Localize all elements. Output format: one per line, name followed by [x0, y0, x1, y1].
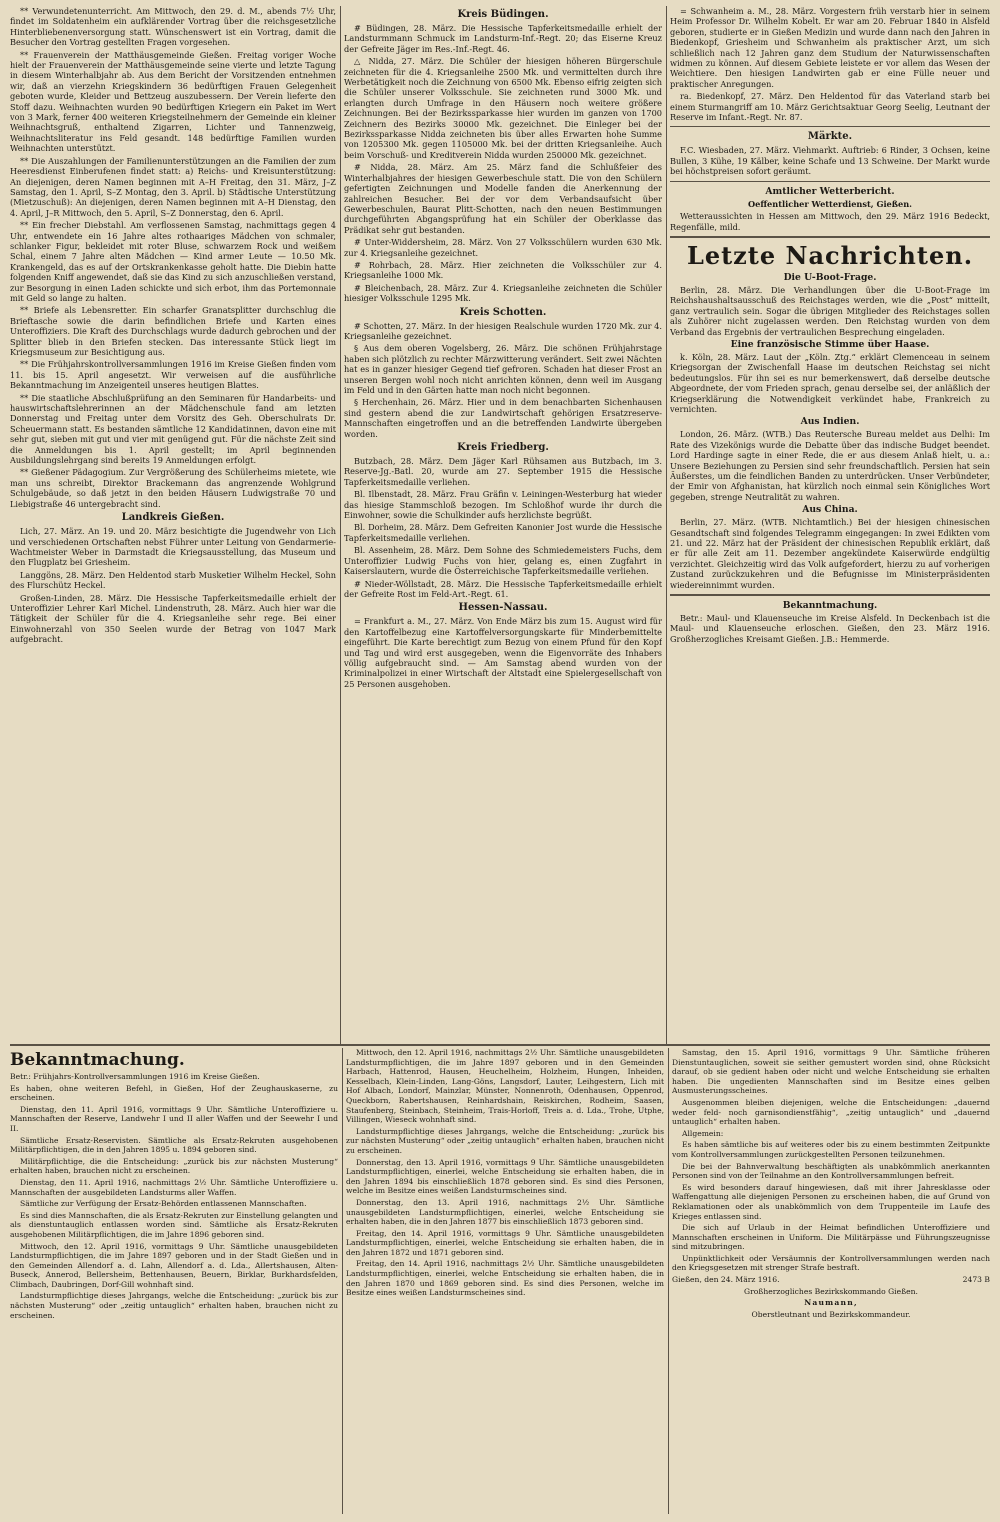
column-2 [344, 6, 662, 1046]
news-paragraph: Donnerstag, den 13. April 1916, vormittags 9 Uhr. Sämtliche unausgebildeten Landsturmpflichtigen, einerlei, welche Entscheidung sie erhalten haben, die in den Jahren 1894 bis einschließlich 1878 geboren sind. Es sind dies Personen, welche im Besitze eines weißen Landsturmscheines sind. [346, 1157, 664, 1196]
column-3 [670, 6, 990, 1046]
notice-sign-3: Oberstleutnant und Bezirkskommandeur. [751, 1309, 911, 1319]
news-paragraph: Bl. Assenheim, 28. März. Dem Sohne des Schmiedemeisters Fuchs, dem Unteroffizier Ludwig Fuchs von hier, gelang es, einen Zugfahrt in Kaiserslautern, wurde die Österreichische Tapferkeitsmedaille verliehen. [344, 545, 662, 577]
frz-stimme-heading: Eine französische Stimme über Haase. [730, 338, 930, 350]
news-paragraph: # Büdingen, 28. März. Die Hessische Tapferkeitsmedaille erhielt der Landsturmmann Schmuck im Landsturm-Inf.-Regt. 20; das Eiserne Kreuz der Gefreite Jäger im Res.-Inf.-Regt. 46. [344, 23, 662, 54]
news-paragraph: Dienstag, den 11. April 1916, vormittags 9 Uhr. Sämtliche Unteroffiziere u. Mannschaften der Reserve, Landwehr I und II aller Waffen und der Seewehr I und II. [10, 1104, 338, 1133]
uboot-heading: Die U-Boot-Frage. [783, 271, 877, 283]
news-paragraph: Es wird besonders darauf hingewiesen, daß mit ihrer Jahresklasse oder Waffengattung alle diejenigen Personen zu erscheinen haben, die auf Grund von Reklamationen oder als unabkömmlich von dem Truppenteile im Laufe des Krieges entlassen sind. [672, 1182, 990, 1221]
kreis-buedingen-heading: Kreis Büdingen. [457, 9, 549, 20]
section-rule [670, 126, 990, 127]
wetter-text: Wetteraussichten in Hessen am Mittwoch, den 29. März 1916 Bedeckt, Regenfälle, mild. [670, 211, 990, 232]
news-paragraph: Bl. Dorheim, 28. März. Dem Gefreiten Kanonier Jost wurde die Hessische Tapferkeitsmedaille verliehen. [344, 522, 662, 543]
news-paragraph: # Nidda, 28. März. Am 25. März fand die Schlußfeier des Winterhalbjahres der hiesigen Gewerbeschule statt. Die von den Schülern gefertigten Zeichnungen und Modelle fanden die Anerkennung der zahlreichen Besucher. Bei der vor dem Verbandsaufsicht über Gewerbeschulen, Baurat Plitt-Schotten, nach den neuen Bestimmungen durchgeführten Abgangsprüfung hat ein Schüler der Oberklasse das Prädikat sehr gut bestanden. [344, 162, 662, 235]
news-paragraph: Großen-Linden, 28. März. Die Hessische Tapferkeitsmedaille erhielt der Unteroffizier Lehrer Karl Michel. Lindenstruth, 28. März. Auch hier war die Tätigkeit der Schüler für die 4. Kriegsanleihe sehr rege. Bei einer Einwohnerzahl von 350 Seelen wurde der Betrag von 1047 Mark aufgebracht. [10, 592, 336, 645]
buedingen-news-list [344, 23, 662, 304]
news-paragraph: Dienstag, den 11. April 1916, nachmittags 2½ Uhr. Sämtliche Unteroffiziere u. Mannschaften der ausgebildeten Landsturms aller Waffen. [10, 1177, 338, 1197]
notice-schedule-2 [346, 1048, 664, 1298]
news-paragraph: Donnerstag, den 13. April 1916, nachmittags 2½ Uhr. Sämtliche unausgebildeten Landsturmpflichtigen, einerlei, welche Entscheidung sie erhalten haben, die in den Jahren 1877 bis einschließlich 1873 geboren sind. [346, 1197, 664, 1227]
news-paragraph: ** Frauenverein der Matthäusgemeinde Gießen. Freitag voriger Woche hielt der Frauenverein der Matthäusgemeinde seine vierte und letzte Tagung in diesem Winterhalbjahr ab. Aus dem Bericht der Vorsitzenden entnehmen wir, daß an vierzehn Kriegskindern 36 bedürftigen Frauen Gelegenheit geboten wurde, Kleider und Bettzeug auszubessern. Der Verein lieferte den Stoff dazu. Weihnachten wurden 90 bedürftigen Kriegern ein Paket im Wert von 3 Mark, ferner 400 weiteren Kriegsteilnehmern der Gemeinde ein kleiner Weihnachtsgruß, enthaltend Zigarren, Lichter und Tannenzweig, Weihnachtsliteratur ins Feld gesandt. 148 bedürftige Familien wurden Weihnachten unterstützt. [10, 49, 336, 154]
news-paragraph: Mittwoch, den 12. April 1916, nachmittags 2½ Uhr. Sämtliche unausgebildeten Landsturmpflichtigen, die im Jahre 1897 geboren und in den Gemeinden Harbach, Hattenrod, Hausen, Heuchelheim, Holzheim, Hungen, Inheiden, Kesselbach, Klein-Linden, Lang-Göns, Langsdorf, Lauter, Leihgestern, Lich mit Hof Albach, Londorf, Mainzlar, Münster, Nonnenroth, Odenhausen, Oppenrod, Queckborn, Rabertshausen, Reinhardshain, Reiskirchen, Rodheim, Saasen, Staufenberg, Steinbach, Steinheim, Trais-Horloff, Treis a. d. Lda., Trohe, Utphe, Villingen, Wieseck wohnhaft sind. [346, 1048, 664, 1125]
bekanntmachung-small-heading: Bekanntmachung. [782, 600, 878, 612]
news-paragraph: Mittwoch, den 12. April 1916, vormittags 9 Uhr. Sämtliche unausgebildeten Landsturmpflichtigen, die im Jahre 1897 geboren und in der Stadt Gießen und in den Gemeinden Allendorf a. d. Lahn, Allendorf a. d. Lda., Allertshausen, Alten-Buseck, Annerod, Bellersheim, Bettenhausen, Beuern, Birklar, Burkhardsfelden, Climbach, Daubringen, Dorf-Gill wohnhaft sind. [10, 1241, 338, 1289]
notice-date-text: Gießen, den 24. März 1916. [672, 1275, 780, 1285]
notice-column-2 [346, 1048, 664, 1514]
china-text: Berlin, 27. März. (WTB. Nichtamtlich.) Bei der hiesigen chinesischen Gesandtschaft sind folgendes Telegramm eingegangen: In zwei Edikten vom 21. und 22. März hat der Präsident der chinesischen Republik erklärt, daß er für alle Zeit am 11. Dezember angekündete Kaiserwürde endgültig verzichtet. Gleichzeitig wird das Volk aufgefordert, hierzu zu auf vorherigen Zustand zurückzukehren und die Befugnisse im Ministerpräsidenten wiedereinnimmt wurden. [670, 517, 990, 590]
kreis-schotten-heading: Kreis Schotten. [459, 306, 547, 318]
news-paragraph: ** Die Auszahlungen der Familienunterstützungen an die Familien der zum Heeresdienst Einberufenen findet statt: a) Reichs- und Kreisunterstützung: An diejenigen, deren Namen beginnen mit A–H Freitag, den 31. März, J–Z Samstag, den 1. April, S–Z Montag, den 3. April. b) Städtische Unterstützung (Mietzuschuß): An diejenigen, deren Namen beginnen mit A–H Dienstag, den 4. April, J–R Mittwoch, den 5. April, S–Z Donnerstag, den 6. April. [10, 155, 336, 218]
news-paragraph: Landsturmpflichtige dieses Jahrgangs, welche die Entscheidung: „zurück bis zur nächsten Musterung“ oder „zeitig untauglich“ erhalten haben, brauchen nicht zu erscheinen. [10, 1291, 338, 1320]
section-rule [670, 236, 990, 238]
news-section [10, 6, 990, 1046]
wetter-heading: Amtlicher Wetterbericht. [765, 185, 895, 197]
local-news-list [10, 6, 336, 509]
news-paragraph: # Schotten, 27. März. In der hiesigen Realschule wurden 1720 Mk. zur 4. Kriegsanleihe gezeichnet. [344, 320, 662, 341]
news-paragraph: ra. Biedenkopf, 27. März. Den Heldentod für das Vaterland starb bei einem Sturmangriff am 10. März Gerichtsaktuar Georg Seelig, Leutnant der Reserve im Infant.-Regt. Nr. 87. [670, 91, 990, 123]
news-paragraph: Lich, 27. März. An 19. und 20. März besichtigte die Jugendwehr von Lich und verschiedenen Ortschaften nebst Führer unter Leitung von Gendarmerie-Wachtmeister Weber in Darmstadt die Kriegsausstellung, das Museum und den Flugplatz bei Griesheim. [10, 526, 336, 568]
landkreis-news-list [10, 526, 336, 644]
news-paragraph: Sämtliche zur Verfügung der Ersatz-Behörden entlassenen Mannschaften. [20, 1199, 307, 1209]
notice-schedule-1 [10, 1105, 338, 1320]
notice-intro: Es haben, ohne weiteren Befehl, in Gießen, Hof der Zeughauskaserne, zu erscheinen. [10, 1083, 338, 1103]
news-paragraph: Es haben sämtliche bis auf weiteres oder bis zu einem bestimmten Zeitpunkte vom Kontrollversammlungen zurückgestellten Personen teilzunehmen. [672, 1140, 990, 1159]
notice-betr: Betr.: Frühjahrs-Kontrollversammlungen 1916 im Kreise Gießen. [10, 1072, 260, 1081]
column-divider [668, 1048, 669, 1514]
news-paragraph: Unpünktlichkeit oder Versäumnis der Kontrollversammlungen werden nach den Kriegsgesetzen mit strenger Strafe bestraft. [672, 1253, 990, 1273]
news-paragraph: Bl. Ilbenstadt, 28. März. Frau Gräfin v. Leiningen-Westerburg hat wieder das hiesige Stammschloß bezogen. Im Schloßhof wurde ihr durch die Einwohner, sowie die Schulkinder aufs herzlichste begrüßt. [344, 489, 662, 521]
news-paragraph: △ Nidda, 27. März. Die Schüler der hiesigen höheren Bürgerschule zeichneten für die 4. Kriegsanleihe 2500 Mk. und vermittelten durch ihre Werbetätigkeit noch die Zeichnung von 6500 Mk. Ebenso eifrig zeigten sich die Schüler unserer Volksschule. Sie zeichneten rund 3000 Mk. und erlangten durch Umfrage in den Häusern noch weitere größere Zeichnungen. Bei der Bezirkssparkasse hier wurden im ganzen von 1700 Zeichnern des Bezirks 30000 Mk. gezeichnet. Die Einleger bei der Bezirkssparkasse Nidda zeichneten bis über alles Erwarten hohe Summe von 1205300 Mk. gegen 1105000 Mk. bei der dritten Kriegsanleihe. Auch beim Vorschuß- und Kreditverein Nidda wurden 250000 Mk. gezeichnet. [344, 56, 662, 160]
notice-column-1 [10, 1048, 338, 1514]
section-rule [670, 181, 990, 182]
nassau-news-list [344, 616, 662, 689]
column-divider [666, 6, 667, 1046]
news-paragraph: Freitag, den 14. April 1916, nachmittags 2½ Uhr. Sämtliche unausgebildeten Landsturmpflichtigen, einerlei, welche Entscheidung sie erhalten haben, die in den Jahren 1870 und 1869 geboren sind. Es sind dies Personen, welche im Besitze eines weißen Landsturmscheines sind. [346, 1259, 664, 1298]
friedberg-news-list [344, 456, 662, 599]
bekanntmachung-small-text: Betr.: Maul- und Klauenseuche im Kreise Alsfeld. In Deckenbach ist die Maul- und Klauenseuche erloschen. Gießen, den 23. März 1916. Großherzogliches Kreisamt Gießen. J.B.: Hemmerde. [670, 613, 990, 644]
news-paragraph: § Herchenhain, 26. März. Hier und in dem benachbarten Sichenhausen sind gestern abend die zur Landwirtschaft gehörigen Ersatzreserve-Mannschaften eingetroffen und an die betreffenden Landwirte übergeben worden. [344, 397, 662, 439]
news-paragraph: Die sich auf Urlaub in der Heimat befindlichen Unteroffiziere und Mannschaften erscheinen in Uniform. Die Militärpässe und Führungszeugnisse sind mitzubringen. [672, 1223, 990, 1252]
notice-sign-1: Großherzogliches Bezirkskommando Gießen. [744, 1286, 918, 1296]
notice-date [672, 1275, 990, 1285]
letzte-nachrichten-heading: Letzte Nachrichten. [686, 240, 974, 270]
news-paragraph: # Nieder-Wöllstadt, 28. März. Die Hessische Tapferkeitsmedaille erhielt der Gefreite Rost im Feld-Art.-Regt. 61. [344, 578, 662, 599]
frz-stimme-text: k. Köln, 28. März. Laut der „Köln. Ztg.“ erklärt Clemenceau in seinem Kriegsorgan der Zwischenfall Haase im deutschen Reichstag sei nicht bedeutungslos. Für ihn sei es nur bemerkenswert, daß derselbe deutsche Abgeordnete, der vom Frieden sprach, genau derselbe sei, der anläßlich der Kriegserklärung die Notwendigkeit verkündet habe, Frankreich zu vernichten. [670, 351, 990, 414]
schotten-news-list [344, 321, 662, 439]
notice-schedule-3 [672, 1048, 990, 1273]
news-paragraph: Allgemein: [682, 1128, 724, 1138]
news-paragraph: Samstag, den 15. April 1916, vormittags 9 Uhr. Sämtliche früheren Dienstuntauglichen, soweit sie seither gemustert worden sind, ohne Rücksicht darauf, ob sie gedient haben oder nicht und welche Entscheidung sie erhalten haben. Die ungedienten Mannschaften sind im Besitze eines gelben Ausmusterungsscheines. [672, 1048, 990, 1096]
news-paragraph: Butzbach, 28. März. Dem Jäger Karl Rühsamen aus Butzbach, im 3. Reserve-Jg.-Batl. 20, wurde am 27. September 1915 die Hessische Tapferkeitsmedaille verliehen. [344, 456, 662, 487]
regional-news-list [670, 6, 990, 122]
landkreis-heading: Landkreis Gießen. [121, 512, 225, 524]
news-paragraph: ** Die Frühjahrskontrollversammlungen 1916 im Kreise Gießen finden vom 11. bis 15. April angesetzt. Wir verweisen auf die ausführliche Bekanntmachung im Anzeigenteil unseres heutigen Blattes. [10, 359, 336, 391]
news-paragraph: # Bleichenbach, 28. März. Zur 4. Kriegsanleihe zeichneten die Schüler hiesiger Volksschule 1295 Mk. [344, 282, 662, 304]
bekanntmachung-notice [10, 1048, 990, 1514]
column-divider [342, 1048, 343, 1514]
column-divider [340, 6, 341, 1046]
news-paragraph: ** Ein frecher Diebstahl. Am verflossenen Samstag, nachmittags gegen 4 Uhr, entwendete ein 16 Jahre altes rothaariges Mädchen von schmaler, schlanker Figur, bekleidet mit roter Bluse, schwarzem Rock und weißem Schal, einem 7 Jahre alten Mädchen — Kind armer Leute — 10.50 Mk. Krankengeld, das es auf der Ortskrankenkasse geholt hatte. Die Diebin hatte folgenden Kniff angewendet, daß sie das Kind zu sich anzuschließen verstand, zur Besorgung in einen Laden schickte und sich erbot, ihm das Portemonnaie mit Geld so lange zu halten. [10, 220, 336, 303]
notice-column-3 [672, 1048, 990, 1514]
indien-heading: Aus Indien. [800, 416, 860, 428]
news-paragraph: Die bei der Bahnverwaltung beschäftigten als unabkömmlich anerkannten Personen sind von der Teilnahme an den Kontrollversammlungen befreit. [672, 1161, 990, 1181]
notice-sign-2: Naumann, [804, 1298, 858, 1308]
uboot-text: Berlin, 28. März. Die Verhandlungen über die U-Boot-Frage im Reichshaushaltsausschuß des Reichstages werden, wie die „Post“ mitteilt, ganz vertraulich sein. Sogar die übrigen Mitglieder des Reichstages sollen als Zuhörer nicht zugelassen werden. Den Reichstag wurden von dem Verband das Ergebnis der vertraulichen Besprechung eingeladen. [670, 284, 990, 337]
section-rule [670, 594, 990, 596]
news-paragraph: Langgöns, 28. März. Den Heldentod starb Musketier Wilhelm Heckel, Sohn des Flurschütz Heckel. [10, 569, 336, 591]
news-paragraph: ** Die staatliche Abschlußprüfung an den Seminaren für Handarbeits- und hauswirtschaftslehrerinnen an der Mädchenschule fand am letzten Donnerstag und Freitag unter dem Vorsitz des Geh. Oberschulrats Dr. Scheuermann statt. Es bestanden sämtliche 12 Kandidatinnen, davon eine mit sehr gut, sieben mit gut und vier mit genügend gut. Für die nächste Zeit sind die Anmeldungen bis 1. April gestellt; im April beginnenden Ausbildungslehrgang sind bereits 19 Anmeldungen erfolgt. [10, 392, 336, 466]
column-1 [10, 6, 336, 1046]
indien-text: London, 26. März. (WTB.) Das Reutersche Bureau meldet aus Delhi: Im Rate des Vizekönigs wurde die Debatte über das indische Budget beendet. Lord Hardinge sagte in einer Rede, die er aus diesem Anlaß hielt, u. a.: Unsere Beziehungen zu Persien sind sehr freundschaftlich. Persien hat sein Äußerstes, um die feindlichen Banden zu unterdrücken. Unser Verbündeter, der Emir von Afghanistan, hat kürzlich noch einmal sein Königliches Wort gegeben, strenge Neutralität zu wahren. [670, 429, 990, 502]
news-paragraph: = Frankfurt a. M., 27. März. Von Ende März bis zum 15. August wird für den Kartoffelbezug eine Kartoffelversorgungskarte für Minderbemittelte eingeführt. Die Karte berechtigt zum Bezug von einem Pfund für den Kopf und Tag und wird erst ausgegeben, wenn die Eigenvorräte des Inhabers völlig aufgebraucht sind. — Am Samstag abend wurden von der Kriminalpolizei in einer Wirtschaft der Altstadt eine Spielergesellschaft von 25 Personen ausgehoben. [344, 616, 662, 689]
maerkte-heading: Märkte. [807, 131, 853, 143]
news-paragraph: Militärpflichtige, die die Entscheidung: „zurück bis zur nächsten Musterung“ erhalten haben, brauchen nicht zu erscheinen. [10, 1156, 338, 1176]
news-paragraph: # Rohrbach, 28. März. Hier zeichneten die Volksschüler zur 4. Kriegsanleihe 1000 Mk. [344, 259, 662, 281]
maerkte-text: F.C. Wiesbaden, 27. März. Viehmarkt. Auftrieb: 6 Rinder, 3 Ochsen, keine Bullen, 3 Kühe, 19 Kälber, keine Schafe und 13 Schweine. Der Markt wurde bei höchstpreisen sofort geräumt. [670, 145, 990, 177]
news-paragraph: Ausgenommen bleiben diejenigen, welche die Entscheidungen: „dauernd weder feld- noch garnisondienstfähig“, „zeitig untauglich“ und „dauernd untauglich“ erhalten haben. [672, 1097, 990, 1127]
news-paragraph: ** Briefe als Lebensretter. Ein scharfer Granatsplitter durchschlug die Brieftasche sowie die darin befindlichen Briefe und Karten eines Unteroffiziers. Die Kraft des Durchschlags wurde dadurch gebrochen und der Splitter blieb in den Briefen stecken. Das interessante Stück liegt im Kriegsmuseum zur Besichtigung aus. [10, 305, 336, 357]
news-paragraph: ** Verwundetenunterricht. Am Mittwoch, den 29. d. M., abends 7½ Uhr, findet im Soldatenheim ein aufklärender Vortrag über die reichsgesetzliche Hinterbliebenenversorgung statt. Wünschenswert ist ein Vortrag, damit die Besucher den Vortrag gestellten Fragen vorgesehen. [10, 6, 336, 48]
hessen-nassau-heading: Hessen-Nassau. [458, 602, 548, 614]
notice-title: Bekanntmachung. [10, 1050, 185, 1070]
china-heading: Aus China. [802, 504, 858, 516]
news-paragraph: ** Gießener Pädagogium. Zur Vergrößerung des Schülerheims mietete, wie man uns schreibt, Direktor Brackemann das angrenzende Wohlgrund Schulgebäude, so daß jetzt in den beiden Häusern Ludwigstraße 70 und Liebigstraße 46 untergebracht sind. [10, 467, 336, 509]
news-paragraph: # Unter-Widdersheim, 28. März. Von 27 Volksschülern wurden 630 Mk. zur 4. Kriegsanleihe gezeichnet. [344, 237, 662, 258]
section-rule [10, 1044, 990, 1046]
kreis-friedberg-heading: Kreis Friedberg. [457, 442, 549, 454]
news-paragraph: § Aus dem oberen Vogelsberg, 26. März. Die schönen Frühjahrstage haben sich plötzlich zu rechter Märzwitterung verändert. Seit zwei Nächten hat es in ganzer hiesiger Gegend tief gefroren. Schaden hat dieser Frost an unseren Bergen wohl noch nicht anrichten können, denn weil im Ausgang im Feld und in den Gärten hatte man noch nicht begonnen. [344, 343, 662, 395]
news-paragraph: Landsturmpflichtige dieses Jahrgangs, welche die Entscheidung: „zurück bis zur nächsten Musterung“ oder „zeitig untauglich“ erhalten haben, brauchen nicht zu erscheinen. [346, 1126, 664, 1155]
news-paragraph: Es sind dies Mannschaften, die als Ersatz-Rekruten zur Einstellung gelangten und als dienstuntauglich entlassen worden sind. Sämtliche als Ersatz-Rekruten ausgehobenen Militärpflichtigen, die im Jahre 1896 geboren sind. [10, 1210, 338, 1239]
news-paragraph: Freitag, den 14. April 1916, vormittags 9 Uhr. Sämtliche unausgebildeten Landsturmpflichtigen, einerlei, welche Entscheidung sie erhalten haben, die in den Jahren 1872 und 1871 geboren sind. [346, 1228, 664, 1257]
notice-ref: 2473 B [962, 1275, 990, 1285]
news-paragraph: Sämtliche Ersatz-Reservisten. Sämtliche als Ersatz-Rekruten ausgehobenen Militärpflichtigen, die in den Jahren 1895 u. 1894 geboren sind. [10, 1135, 338, 1155]
news-paragraph: = Schwanheim a. M., 28. März. Vorgestern früh verstarb hier in seinem Heim Professor Dr. Wilhelm Kobelt. Er war am 20. Februar 1840 in Alsfeld geboren, studierte er in Gießen Medizin und wurde dann nach den Jahren in Biedenkopf, Griesheim und Schwanheim als praktischer Arzt, um sich schließlich nach 12 Jahren ganz dem Studium der Naturwissenschaften widmen zu können. Auf diesem Gebiete leistete er vor allem das Wesen der Weichtiere. Den hiesigen Landwirten gab er eine Fülle neuer und praktischer Anregungen. [670, 6, 990, 89]
wetter-subtitle: Oeffentlicher Wetterdienst, Gießen. [748, 198, 912, 209]
